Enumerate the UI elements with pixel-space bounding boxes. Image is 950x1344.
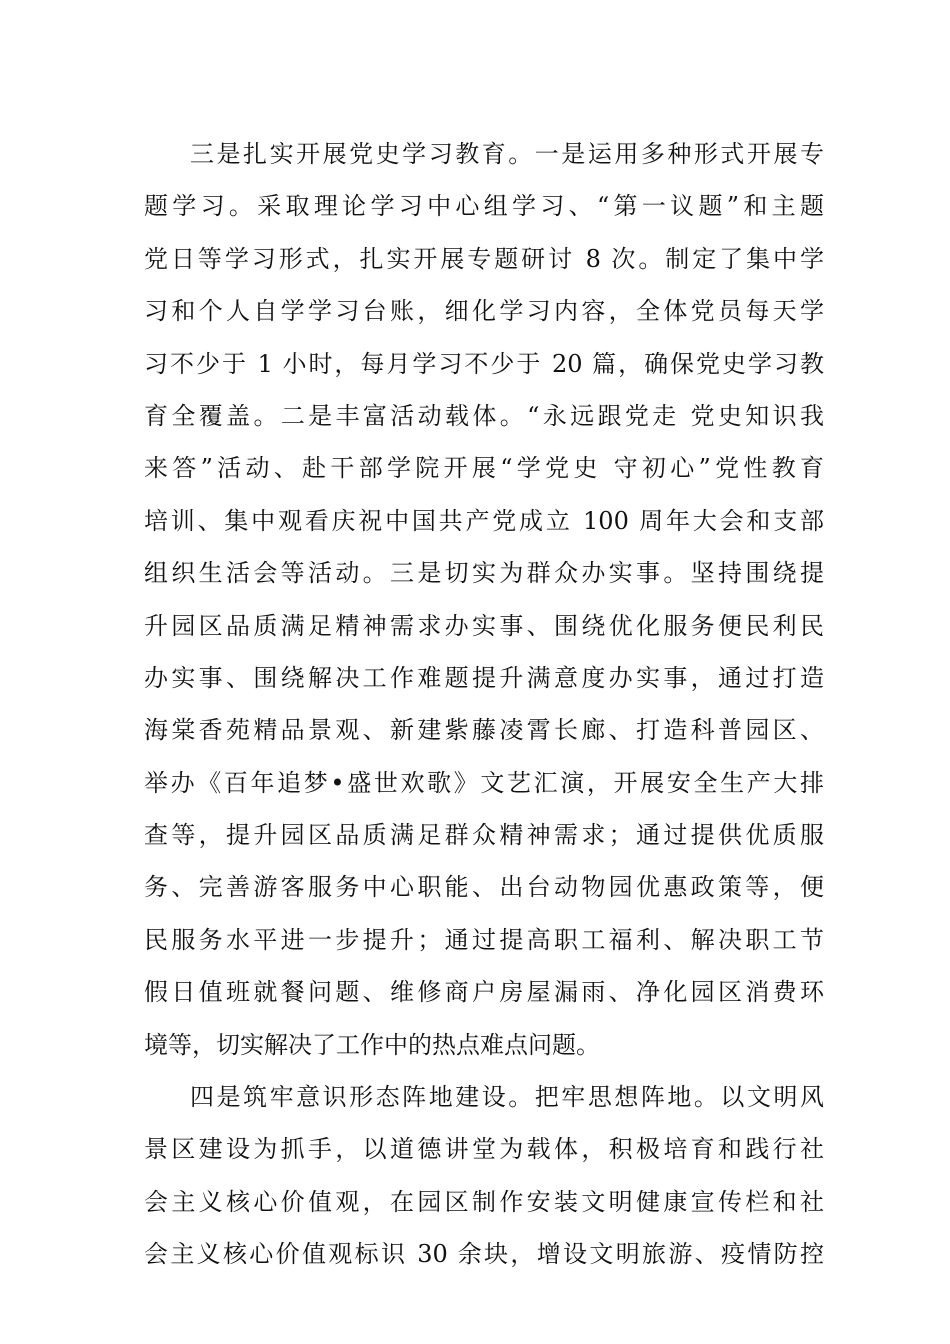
text-line: 会主义核心价值观标识 30 余块，增设文明旅游、疫情防控	[144, 1240, 824, 1269]
text-line: 务、完善游客服务中心职能、出台动物园优惠政策等，便	[144, 873, 824, 902]
text-line: 海棠香苑精品景观、新建紫藤凌霄长廊、打造科普园区、	[144, 716, 824, 745]
text-line: 党日等学习形式，扎实开展专题研讨 8 次。制定了集中学	[144, 244, 824, 273]
text-line: 培训、集中观看庆祝中国共产党成立 100 周年大会和支部	[144, 506, 824, 535]
text-line: 举办《百年追梦•盛世欢歌》文艺汇演，开展安全生产大排	[144, 768, 824, 797]
text-line: 查等，提升园区品质满足群众精神需求；通过提供优质服	[144, 821, 824, 850]
text-line: 育全覆盖。二是丰富活动载体。“永远跟党走 党史知识我	[144, 401, 824, 430]
text-line: 三是扎实开展党史学习教育。一是运用多种形式开展专	[190, 140, 824, 168]
text-line: 办实事、围绕解决工作难题提升满意度办实事，通过打造	[144, 663, 824, 692]
document-body	[144, 128, 824, 1281]
paragraph-ideology-front	[144, 1071, 824, 1281]
text-line: 组织生活会等活动。三是切实为群众办实事。坚持围绕提	[144, 559, 824, 588]
text-line: 题学习。采取理论学习中心组学习、“第一议题”和主题	[144, 192, 824, 221]
text-line: 会主义核心价值观，在园区制作安装文明健康宣传栏和社	[144, 1187, 824, 1216]
text-line: 民服务水平进一步提升；通过提高职工福利、解决职工节	[144, 925, 824, 954]
text-line: 习不少于 1 小时，每月学习不少于 20 篇，确保党史学习教	[144, 349, 824, 378]
text-line: 假日值班就餐问题、维修商户房屋漏雨、净化园区消费环	[144, 978, 824, 1007]
text-line: 境等，切实解决了工作中的热点难点问题。	[144, 1030, 600, 1059]
text-line: 升园区品质满足精神需求办实事、围绕优化服务便民利民	[144, 611, 824, 640]
paragraph-party-history-study	[144, 128, 824, 1071]
text-line: 习和个人自学学习台账，细化学习内容，全体党员每天学	[144, 297, 824, 326]
text-line: 来答”活动、赴干部学院开展“学党史 守初心”党性教育	[144, 454, 824, 483]
text-line: 四是筑牢意识形态阵地建设。把牢思想阵地。以文明风	[190, 1083, 824, 1112]
text-line: 景区建设为抓手，以道德讲堂为载体，积极培育和践行社	[144, 1135, 824, 1164]
